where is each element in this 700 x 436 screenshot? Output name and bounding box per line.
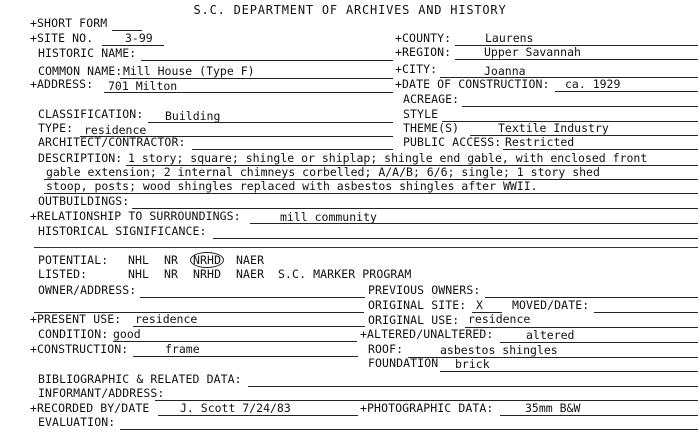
recorded-by-underline bbox=[158, 415, 358, 416]
themes-label: THEME(S) bbox=[403, 121, 460, 135]
roof-label: ROOF: bbox=[368, 342, 404, 356]
site-no-label: +SITE NO. bbox=[30, 31, 94, 45]
construction-label: +CONSTRUCTION: bbox=[30, 342, 129, 356]
original-site-value: X bbox=[476, 298, 483, 312]
historic-name-underline bbox=[141, 60, 393, 61]
style-label: STYLE bbox=[403, 107, 439, 121]
form-header: S.C. DEPARTMENT OF ARCHIVES AND HISTORY bbox=[193, 3, 507, 17]
construction-value: frame bbox=[165, 342, 200, 356]
bibliographic-label: BIBLIOGRAPHIC & RELATED DATA: bbox=[38, 372, 242, 386]
city-label: +CITY: bbox=[395, 62, 438, 76]
foundation-label: FOUNDATION bbox=[368, 356, 439, 370]
potential-nrhd bbox=[193, 254, 221, 267]
historical-significance-label: HISTORICAL SIGNIFICANCE: bbox=[38, 224, 207, 238]
type-label: TYPE: bbox=[38, 121, 74, 135]
evaluation-label: EVALUATION: bbox=[38, 415, 116, 429]
photographic-label: +PHOTOGRAPHIC DATA: bbox=[360, 401, 494, 415]
common-name-value: Mill House (Type F) bbox=[123, 64, 255, 78]
photographic-value: 35mm B&W bbox=[525, 401, 581, 415]
description-line-2: gable extension; 2 internal chimneys corbelled; A/A/B; 6/6; single; 1 story shed bbox=[46, 165, 600, 179]
condition-underline bbox=[113, 341, 357, 342]
public-access-value: Restricted bbox=[505, 135, 575, 149]
outbuildings-label: OUTBUILDINGS: bbox=[38, 194, 130, 208]
roof-underline bbox=[408, 357, 698, 358]
address-underline bbox=[104, 92, 393, 93]
date-of-construction-label: +DATE OF CONSTRUCTION: bbox=[395, 77, 550, 91]
potential-nrhd-circled: NRHD bbox=[190, 252, 224, 268]
classification-value: Building bbox=[165, 109, 221, 123]
county-value: Laurens bbox=[485, 31, 534, 45]
county-label: +COUNTY: bbox=[395, 31, 452, 45]
listed-sc-marker: S.C. MARKER PROGRAM bbox=[278, 267, 412, 281]
original-use-label: ORIGINAL USE: bbox=[368, 313, 460, 327]
photographic-underline bbox=[500, 415, 698, 416]
region-label: +REGION: bbox=[395, 45, 452, 59]
city-value: Joanna bbox=[484, 64, 526, 78]
themes-value: Textile Industry bbox=[498, 121, 609, 135]
original-use-value: residence bbox=[468, 312, 531, 326]
listed-label: LISTED: bbox=[38, 267, 88, 281]
architect-label: ARCHITECT/CONTRACTOR: bbox=[38, 135, 186, 149]
date-of-construction-value: ca. 1929 bbox=[565, 77, 621, 91]
construction-underline bbox=[133, 356, 358, 357]
description-line-1: 1 story; square; shingle or shiplap; shingle end gable, with enclosed front bbox=[128, 151, 648, 165]
relationship-underline bbox=[250, 223, 698, 224]
type-value: residence bbox=[84, 123, 147, 137]
public-access-underline bbox=[503, 149, 698, 150]
owner-address-label: OWNER/ADDRESS: bbox=[38, 283, 137, 297]
listed-nr: NR bbox=[164, 267, 179, 281]
relationship-label: +RELATIONSHIP TO SURROUNDINGS: bbox=[30, 209, 241, 223]
description-label: DESCRIPTION: bbox=[38, 151, 123, 165]
present-use-underline bbox=[133, 326, 365, 327]
potential-nhl: NHL bbox=[128, 253, 150, 267]
altered-value: altered bbox=[526, 328, 575, 342]
site-no-value: 3-99 bbox=[125, 31, 153, 45]
acreage-label: ACREAGE: bbox=[403, 92, 460, 106]
moved-date-underline bbox=[594, 312, 698, 313]
form-type-label: +SHORT FORM bbox=[30, 16, 108, 30]
classification-label: CLASSIFICATION: bbox=[38, 107, 144, 121]
recorded-by-value: J. Scott 7/24/83 bbox=[180, 401, 291, 415]
public-access-label: PUBLIC ACCESS: bbox=[403, 135, 502, 149]
section-separator bbox=[34, 247, 698, 248]
listed-nrhd: NRHD bbox=[193, 267, 222, 281]
acreage-underline bbox=[462, 106, 698, 107]
common-name-label: COMMON NAME: bbox=[38, 64, 123, 78]
bibliographic-underline bbox=[248, 386, 698, 387]
historic-name-label: HISTORIC NAME: bbox=[38, 46, 137, 60]
owner-address-underline bbox=[140, 297, 365, 298]
evaluation-underline bbox=[120, 429, 698, 430]
present-use-label: +PRESENT USE: bbox=[30, 312, 122, 326]
altered-label: +ALTERED/UNALTERED: bbox=[360, 327, 494, 341]
region-underline bbox=[455, 59, 698, 60]
relationship-value: mill community bbox=[280, 210, 377, 224]
listed-nhl: NHL bbox=[128, 267, 150, 281]
classification-underline bbox=[148, 122, 393, 123]
roof-value: asbestos shingles bbox=[440, 343, 558, 357]
address-label: +ADDRESS: bbox=[30, 77, 94, 91]
potential-nr: NR bbox=[164, 253, 179, 267]
potential-naer: NAER bbox=[236, 253, 265, 267]
region-value: Upper Savannah bbox=[484, 45, 581, 59]
description-underline-3 bbox=[44, 193, 698, 194]
recorded-by-label: +RECORDED BY/DATE bbox=[30, 401, 150, 415]
condition-value: good bbox=[113, 327, 141, 341]
previous-owners-label: PREVIOUS OWNERS: bbox=[368, 283, 481, 297]
original-site-label: ORIGINAL SITE: bbox=[368, 298, 467, 312]
description-line-3: stoop, posts; wood shingles replaced with asbestos shingles after WWII. bbox=[46, 179, 538, 193]
potential-label: POTENTIAL: bbox=[38, 253, 109, 267]
foundation-underline bbox=[440, 371, 698, 372]
present-use-value: residence bbox=[135, 312, 198, 326]
historical-significance-underline bbox=[213, 238, 698, 239]
listed-naer: NAER bbox=[236, 267, 265, 281]
condition-label: CONDITION: bbox=[38, 327, 109, 341]
moved-date-label: MOVED/DATE: bbox=[512, 298, 590, 312]
informant-label: INFORMANT/ADDRESS: bbox=[38, 386, 165, 400]
address-value: 701 Milton bbox=[108, 79, 178, 93]
architect-underline bbox=[192, 149, 393, 150]
date-of-construction-underline bbox=[555, 91, 698, 92]
original-use-underline bbox=[465, 327, 698, 328]
foundation-value: brick bbox=[455, 357, 490, 371]
